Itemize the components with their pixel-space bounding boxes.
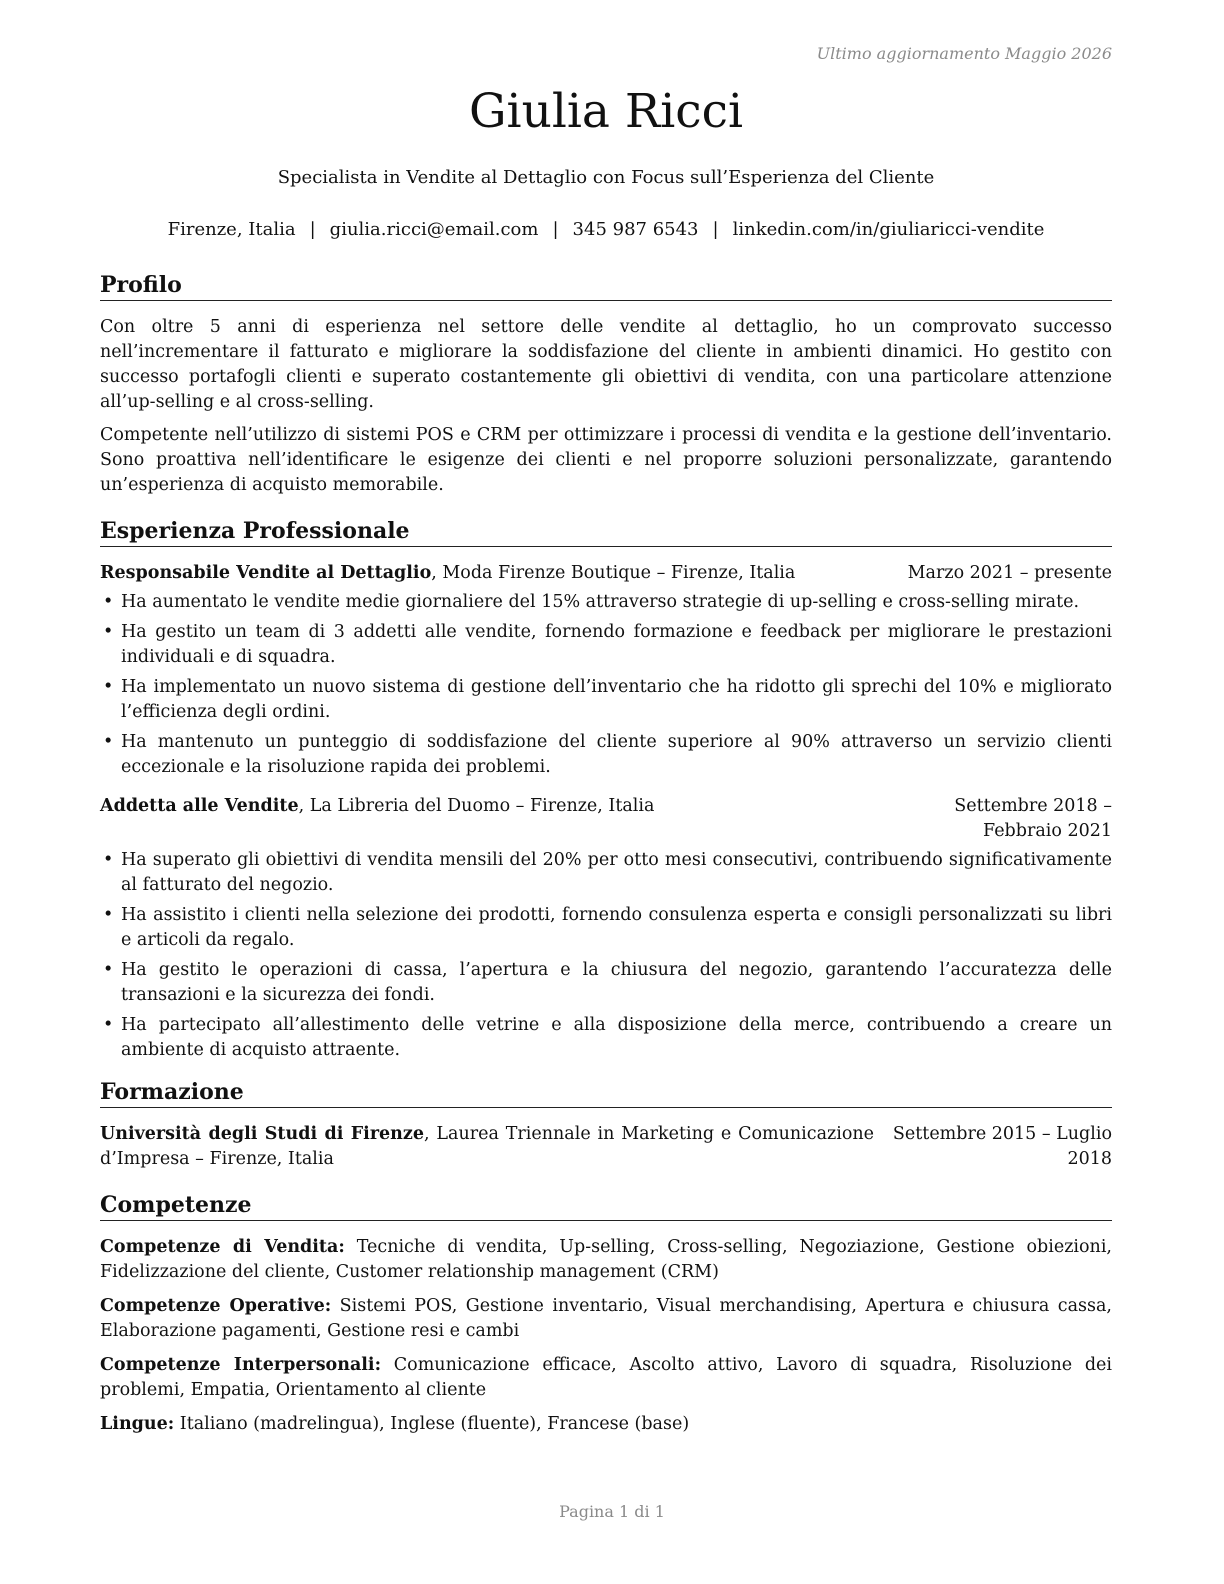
skills-section (100, 1190, 1112, 1437)
skill-label: Competenze Interpersonali: (100, 1355, 382, 1375)
bullet-icon: • (103, 592, 114, 612)
job-entry (100, 561, 1112, 780)
section-title-skills: Competenze (100, 1190, 1112, 1221)
job-title-line (100, 794, 877, 844)
resume-page (100, 0, 1112, 1584)
job-bullets (100, 848, 1112, 1063)
contact-line (100, 219, 1112, 240)
job-entry (100, 794, 1112, 1063)
page-number: Pagina 1 di 1 (559, 1502, 665, 1521)
candidate-name: Giulia Ricci (469, 84, 743, 139)
contact-separator: | (309, 219, 316, 240)
skill-label: Competenze di Vendita: (100, 1237, 345, 1257)
job-title-line (100, 561, 908, 586)
candidate-headline: Specialista in Vendite al Dettaglio con Focus sull’Esperienza del Cliente (277, 167, 935, 188)
skill-text: Comunicazione efficace, Ascolto attivo, Lavoro di squadra, Risoluzione dei problemi, Empatia, Orientamento al cliente (100, 1355, 1112, 1400)
education-school: Università degli Studi di Firenze (100, 1124, 424, 1144)
job-company: , La Libreria del Duomo – Firenze, Italia (298, 796, 655, 816)
skill-row (100, 1353, 1112, 1403)
profile-paragraph: Con oltre 5 anni di esperienza nel settore delle vendite al dettaglio, ho un comprovato successo nell’incrementare il fatturato e migliorare la soddisfazione del cliente in ambienti dinamici. Ho gestito con successo portafogli clienti e superato costantemente gli obiettivi di vendita, con una particolare attenzione all’up-selling e al cross-selling. (100, 317, 1112, 412)
section-title-experience: Esperienza Professionale (100, 516, 1112, 547)
job-dates: Settembre 2018 – Febbraio 2021 (954, 796, 1112, 841)
skill-label: Competenze Operative: (100, 1296, 332, 1316)
job-bullet: • Ha partecipato all’allestimento delle vetrine e alla disposizione della merce, contribuendo a creare un ambiente di acquisto attraente. (103, 1015, 1112, 1060)
skill-text: Tecniche di vendita, Up-selling, Cross-selling, Negoziazione, Gestione obiezioni, Fidelizzazione del cliente, Customer relationship management (CRM) (100, 1237, 1112, 1282)
bullet-icon: • (103, 1015, 114, 1035)
contact-linkedin[interactable]: linkedin.com/in/giuliaricci-vendite (732, 219, 1045, 240)
section-title-profile: Profilo (100, 270, 1112, 301)
education-line (100, 1122, 874, 1172)
last-updated: Ultimo aggiornamento Maggio 2026 (816, 44, 1112, 63)
contact-email[interactable]: giulia.ricci@email.com (329, 219, 539, 240)
profile-section (100, 270, 1112, 498)
profile-paragraph: Competente nell’utilizzo di sistemi POS e CRM per ottimizzare i processi di vendita e la gestione dell’inventario. Sono proattiva nell’identificare le esigenze dei clienti e nel proporre soluzioni personalizzate, garantendo un’esperienza di acquisto memorabile. (100, 425, 1112, 495)
skill-row (100, 1412, 1112, 1437)
contact-separator: | (552, 219, 559, 240)
contact-location: Firenze, Italia (167, 219, 296, 240)
skill-text: Sistemi POS, Gestione inventario, Visual merchandising, Apertura e chiusura cassa, Elaborazione pagamenti, Gestione resi e cambi (100, 1296, 1112, 1341)
bullet-icon: • (103, 850, 114, 870)
contact-phone[interactable]: 345 987 6543 (572, 219, 699, 240)
job-company: , Moda Firenze Boutique – Firenze, Italia (431, 563, 796, 583)
bullet-icon: • (103, 622, 114, 642)
education-entry (100, 1122, 1112, 1172)
bullet-icon: • (103, 905, 114, 925)
skill-row (100, 1294, 1112, 1344)
skill-row (100, 1235, 1112, 1285)
bullet-icon: • (103, 677, 114, 697)
job-bullet: • Ha gestito un team di 3 addetti alle vendite, fornendo formazione e feedback per migliorare le prestazioni individuali e di squadra. (103, 622, 1112, 667)
section-title-education: Formazione (100, 1077, 1112, 1108)
job-bullet: • Ha implementato un nuovo sistema di gestione dell’inventario che ha ridotto gli sprechi del 10% e migliorato l’efficienza degli ordini. (103, 677, 1112, 722)
job-bullet: • Ha mantenuto un punteggio di soddisfazione del cliente superiore al 90% attraverso un servizio clienti eccezionale e la risoluzione rapida dei problemi. (103, 732, 1112, 777)
job-dates: Marzo 2021 – presente (907, 563, 1112, 583)
job-role: Addetta alle Vendite (100, 796, 299, 816)
education-dates: Settembre 2015 – Luglio 2018 (892, 1124, 1112, 1169)
job-bullets (100, 590, 1112, 780)
bullet-icon: • (103, 732, 114, 752)
job-header (100, 794, 1112, 844)
bullet-icon: • (103, 960, 114, 980)
job-role: Responsabile Vendite al Dettaglio (100, 563, 432, 583)
job-bullet: • Ha aumentato le vendite medie giornaliere del 15% attraverso strategie di up-selling e cross-selling mirate. (100, 590, 1112, 615)
contact-separator: | (712, 219, 719, 240)
job-bullet: • Ha gestito le operazioni di cassa, l’apertura e la chiusura del negozio, garantendo l’accuratezza delle transazioni e la sicurezza dei fondi. (103, 960, 1112, 1005)
resume-body (100, 270, 1112, 1447)
job-bullet: • Ha assistito i clienti nella selezione dei prodotti, fornendo consulenza esperta e consigli personalizzati su libri e articoli da regalo. (103, 905, 1112, 950)
skill-label: Lingue: (100, 1414, 175, 1434)
education-section (100, 1077, 1112, 1172)
education-degree: , Laurea Triennale in Marketing e Comunicazione d’Impresa – Firenze, Italia (100, 1124, 874, 1169)
skill-text: Italiano (madrelingua), Inglese (fluente), Francese (base) (174, 1414, 690, 1434)
job-header (100, 561, 1112, 586)
experience-section (100, 516, 1112, 1063)
job-bullet: • Ha superato gli obiettivi di vendita mensili del 20% per otto mesi consecutivi, contribuendo significativamente al fatturato del negozio. (103, 850, 1112, 895)
